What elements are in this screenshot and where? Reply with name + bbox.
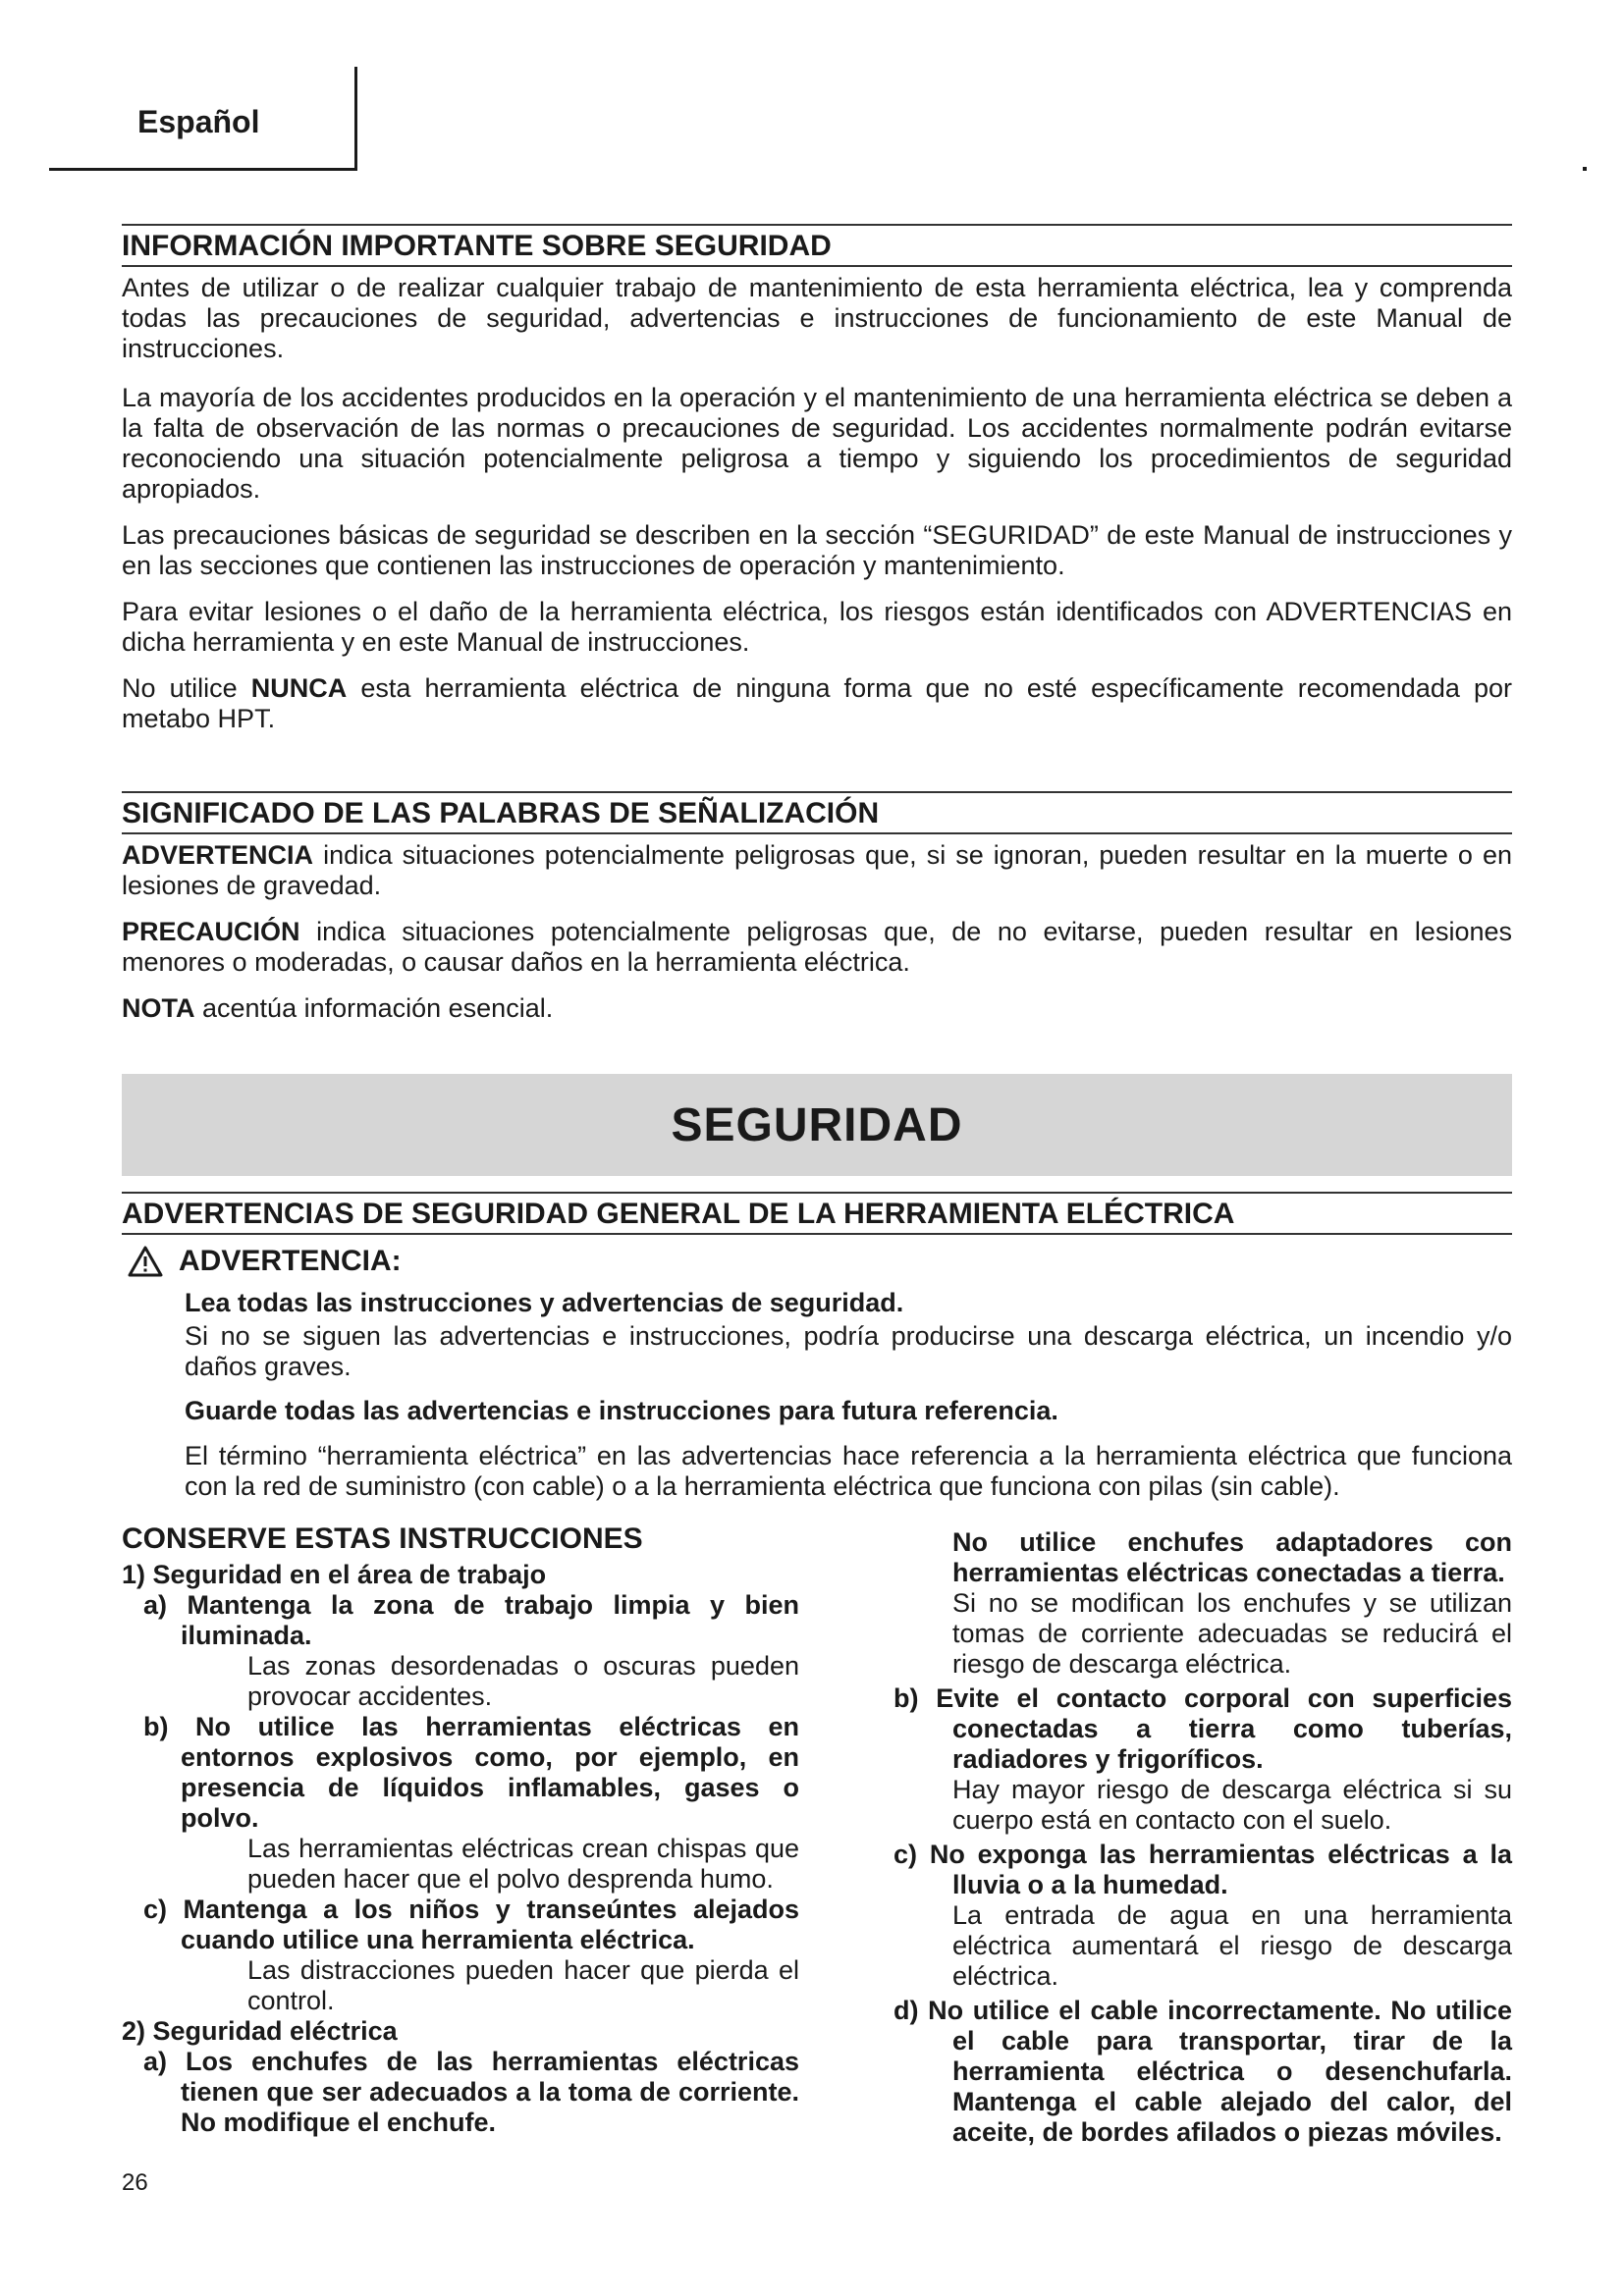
section-title-signal-words: SIGNIFICADO DE LAS PALABRAS DE SEÑALIZACIÓN <box>122 791 1512 834</box>
item-2d-title: d) No utilice el cable incorrectamente. No utilice el cable para transportar, tirar de la herramienta eléctrica o desenchufarla. Mantenga el cable alejado del calor, del aceite, de bordes afilados o piezas móviles. <box>893 1996 1512 2147</box>
paragraph-before-use: Antes de utilizar o de realizar cualquier trabajo de mantenimiento de esta herramienta eléctrica, lea y comprenda todas las precauciones de seguridad, advertencias e instrucciones de funcionamiento de este Manual de instrucciones. <box>122 273 1512 363</box>
paragraph-never-use <box>122 673 1512 734</box>
item-2c-desc: La entrada de agua en una herramienta eléctrica aumentará el riesgo de descarga eléctrica. <box>952 1900 1512 1991</box>
warning-label: ADVERTENCIA: <box>179 1245 402 1277</box>
item-2b-title: b) Evite el contacto corporal con superficies conectadas a tierra como tuberías, radiadores y frigoríficos. <box>893 1683 1512 1774</box>
item-1c-desc: Las distracciones pueden hacer que pierda el control. <box>247 1955 799 2015</box>
section-title-general-warnings: ADVERTENCIAS DE SEGURIDAD GENERAL DE LA HERRAMIENTA ELÉCTRICA <box>122 1192 1512 1235</box>
warning-heading <box>128 1245 402 1278</box>
read-all-description: Si no se siguen las advertencias e instrucciones, podría producirse una descarga eléctrica, un incendio y/o daños graves. <box>185 1321 1512 1381</box>
term-precaucion: PRECAUCIÓN <box>122 917 300 946</box>
item-2a-desc: Si no se modifican los enchufes y se utilizan tomas de corriente adecuadas se reducirá el riesgo de descarga eléctrica. <box>952 1588 1512 1679</box>
safety-banner-title: SEGURIDAD <box>671 1098 963 1151</box>
item-1b-desc: Las herramientas eléctricas crean chispas que pueden hacer que el polvo desprenda humo. <box>247 1834 799 1894</box>
item-2a-continued: No utilice enchufes adaptadores con herramientas eléctricas conectadas a tierra. <box>952 1527 1512 1587</box>
work-area-safety-title: 1) Seguridad en el área de trabajo <box>122 1560 547 1589</box>
safety-banner <box>122 1074 1512 1176</box>
power-tool-term: El término “herramienta eléctrica” en las advertencias hace referencia a la herramienta eléctrica que funciona con la red de suministro (con cable) o a la herramienta eléctrica que funciona con pilas (sin cable). <box>185 1441 1512 1501</box>
term-advertencia: ADVERTENCIA <box>122 840 314 870</box>
page-number: 26 <box>122 2169 148 2196</box>
electrical-safety-title: 2) Seguridad eléctrica <box>122 2016 398 2046</box>
corner-mark <box>1583 167 1587 171</box>
definition-nota <box>122 993 1512 1024</box>
never-use-emphasis: NUNCA <box>250 673 348 703</box>
language-label: Español <box>137 104 260 139</box>
term-nota: NOTA <box>122 993 195 1023</box>
keep-instructions-heading: CONSERVE ESTAS INSTRUCCIONES <box>122 1522 643 1555</box>
language-tab <box>49 67 357 171</box>
item-2c-title: c) No exponga las herramientas eléctricas a la lluvia o a la humedad. <box>893 1840 1512 1899</box>
definition-advertencia <box>122 840 1512 901</box>
left-column <box>122 1523 799 2138</box>
item-1b-title: b) No utilice las herramientas eléctricas en entornos explosivos como, por ejemplo, en presencia de líquidos inflamables, gases o polvo. <box>143 1712 799 1833</box>
paragraph-risk-identification: Para evitar lesiones o el daño de la herramienta eléctrica, los riesgos están identificados con ADVERTENCIAS en dicha herramienta y en este Manual de instrucciones. <box>122 597 1512 657</box>
text-precaucion: indica situaciones potencialmente peligrosas que, de no evitarse, pueden resultar en lesiones menores o moderadas, o causar daños en la herramienta eléctrica. <box>122 917 1512 977</box>
item-2a-title: a) Los enchufes de las herramientas eléctricas tienen que ser adecuados a la toma de corriente. No modifique el enchufe. <box>143 2047 799 2137</box>
warning-triangle-icon <box>128 1246 163 1277</box>
text-nota: acentúa información esencial. <box>194 993 554 1023</box>
keep-instructions: Guarde todas las advertencias e instrucciones para futura referencia. <box>185 1396 1058 1425</box>
item-1a-desc: Las zonas desordenadas o oscuras pueden provocar accidentes. <box>247 1651 799 1711</box>
item-1a-title: a) Mantenga la zona de trabajo limpia y bien iluminada. <box>143 1590 799 1650</box>
paragraph-accidents: La mayoría de los accidentes producidos en la operación y el mantenimiento de una herramienta eléctrica se deben a la falta de observación de las normas o precauciones de seguridad. Los accidentes normalmente podrán evitarse reconociendo una situación potencialmente peligrosa a tiempo y siguiendo los procedimientos de seguridad apropiados. <box>122 383 1512 504</box>
section-title-important-info: INFORMACIÓN IMPORTANTE SOBRE SEGURIDAD <box>122 224 1512 267</box>
item-1c-title: c) Mantenga a los niños y transeúntes alejados cuando utilice una herramienta eléctrica. <box>143 1895 799 1954</box>
read-all-instructions: Lea todas las instrucciones y advertencias de seguridad. <box>185 1288 904 1317</box>
text-advertencia: indica situaciones potencialmente peligrosas que, si se ignoran, pueden resultar en la muerte o en lesiones de gravedad. <box>122 840 1512 900</box>
right-column <box>893 1527 1512 2148</box>
never-use-pre: No utilice <box>122 673 251 703</box>
definition-precaucion <box>122 917 1512 978</box>
paragraph-basic-precautions: Las precauciones básicas de seguridad se describen en la sección “SEGURIDAD” de este Manual de instrucciones y en las secciones que contienen las instrucciones de operación y mantenimiento. <box>122 520 1512 580</box>
never-use-post: esta herramienta eléctrica de ninguna forma que no esté específicamente recomendada por metabo HPT. <box>122 673 1512 733</box>
item-2b-desc: Hay mayor riesgo de descarga eléctrica si su cuerpo está en contacto con el suelo. <box>952 1775 1512 1835</box>
